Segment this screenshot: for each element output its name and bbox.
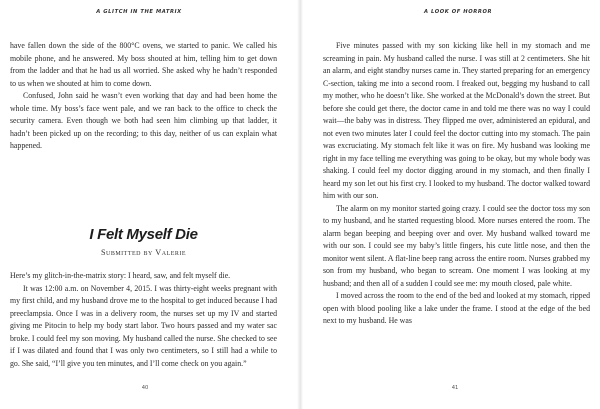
byline: Submitted by Valerie — [100, 248, 187, 257]
running-head: A LOOK OF HORROR — [423, 9, 493, 15]
body-text — [323, 40, 590, 328]
paragraph: Confused, John said he wasn’t even working that day and had been home the whole time. My boss’s face went pale, and we ran back to the office to check the security camera. Even though we both had seen him climbing up that ladder, it hadn’t been picked up on the recording; to this day, neither of us can explain what happened. — [10, 91, 277, 150]
paragraph: The alarm on my monitor started going crazy. I could see the doctor toss my son to my husband, and he started requesting blood. More nurses entered the room. The alarm began beeping and beeping over and over. My husband walked toward me with our son. I could see my baby’s little fingers, his cute little nose, and then the monitor went silent. A flat-line beep rang across the entire room. Nurses grabbed my son from my husband, who began to scream. One moment I was looking at my husband; and then all of a sudden I could see me: my mouth closed, pale white. — [323, 203, 590, 288]
body-text — [10, 40, 277, 153]
paragraph: Five minutes passed with my son kicking like hell in my stomach and me screaming in pain. My husband called the nurse. I was still at 2 centimeters. She hit an alarm, and eight standby nurses came in. They started preparing for an emergency C-section, taking me into a second room. I freaked out, begging my husband to call my mother, who he doesn’t like. She worked at the McDonald’s down the street. But before she could get there, the doctor came in and told me there was no way I could wait—the baby was in distress. They flipped me over, administered an epidural, and not even two minutes later I could feel the doctor cutting into my stomach. The pain was excruciating. My stomach felt like it was on fire. My husband was looking me right in my face telling me everything was going to be okay, but my whole body was shaking. I could feel my doctor digging around in my stomach, and then finally I heard my son let out his first cry. I looked to my husband. The doctor walked toward him with our son. — [323, 41, 590, 200]
left-page — [0, 0, 298, 409]
page-number: 40 — [141, 385, 149, 391]
running-head: A GLITCH IN THE MATRIX — [96, 9, 182, 15]
paragraph: It was 12:00 a.m. on November 4, 2015. I was thirty-eight weeks pregnant with my first child, and my husband drove me to the hospital to get induced because I had preeclampsia. Once I was in a delivery room, the nurses set up my IV and started giving me Pitocin to help my body start labor. Two hours passed and my water sac broke. I could feel my son moving. My husband called the nurse. She checked to see if I was dilated and found that I was only two centimeters, so I still had a while to go. She said, “I’ll give you ten minutes, and I’ll come check on you again.” — [10, 283, 277, 368]
paragraph: Here’s my glitch-in-the-matrix story: I heard, saw, and felt myself die. — [10, 271, 231, 280]
paragraph: have fallen down the side of the 800°C ovens, we started to panic. We called his mobile phone, and he answered. My boss shouted at him, telling him to get down from the ladder and that he had us all worried. She asked why he hadn’t responded to us when we shouted at him to come down. — [10, 41, 277, 88]
chapter-title: I Felt Myself Die — [89, 226, 198, 243]
right-page — [302, 0, 600, 409]
paragraph: I moved across the room to the end of the bed and looked at my stomach, ripped open with blood pooling like a lake under the frame. I stood at the edge of the bed next to my husband. He was — [323, 291, 590, 325]
page-number: 41 — [451, 385, 459, 391]
body-text — [10, 270, 277, 370]
